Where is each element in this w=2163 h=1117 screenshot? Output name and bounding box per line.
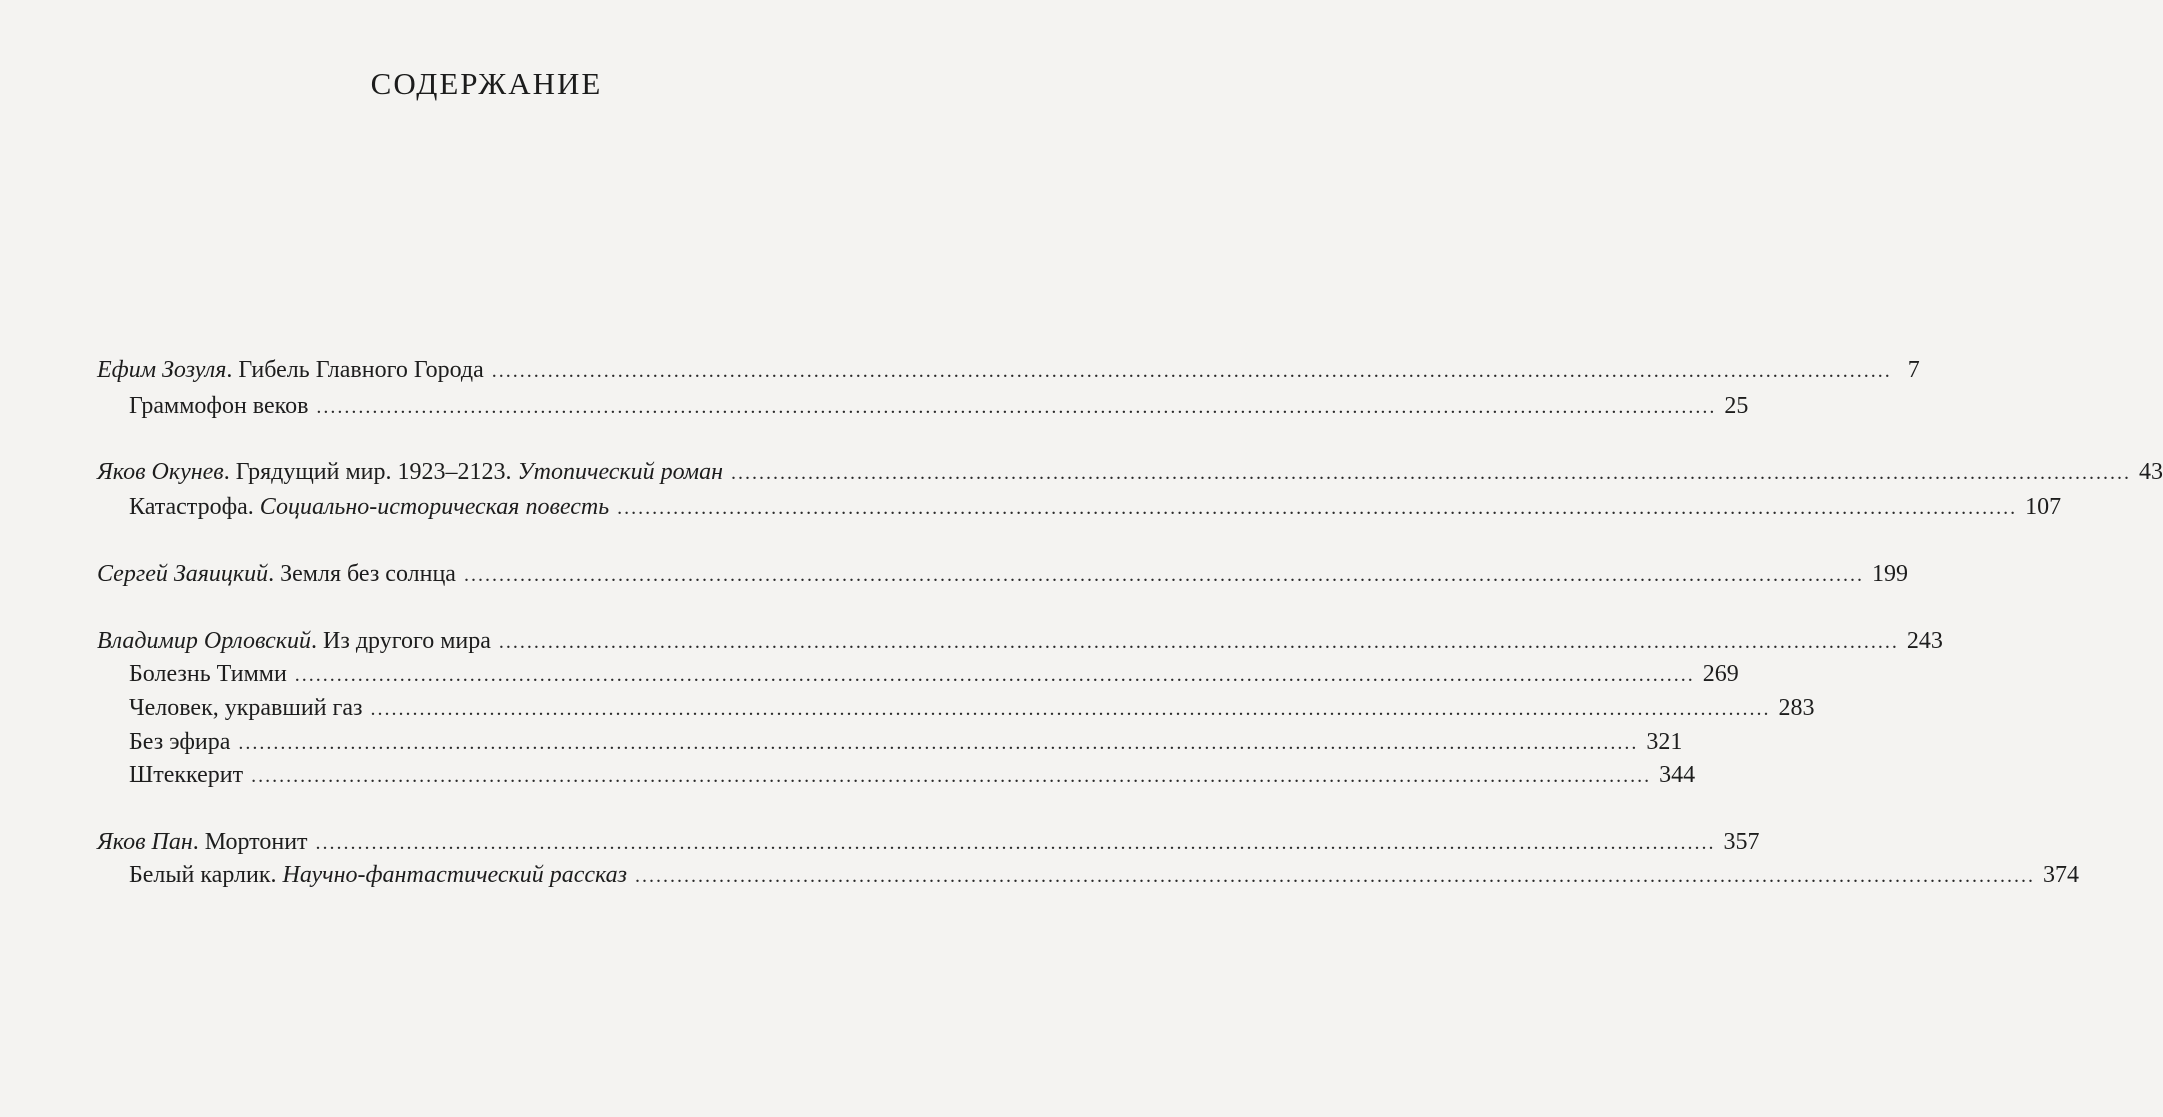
toc-leader: ........................................................................................................................................................................................................ [370, 698, 1771, 720]
toc-leader: ........................................................................................................................................................................................................ [251, 765, 1652, 787]
toc-entry: Сергей Заяицкий. Земля без солнца ........................................................................................................................................................................................................ 199 [97, 558, 885, 590]
toc-page: 7 [1907, 357, 1920, 383]
toc-author: Сергей Заяицкий [97, 561, 269, 587]
toc-entry: Яков Пан. Мортонит ........................................................................................................................................................................................................ 357 [97, 826, 885, 858]
toc-entry [129, 859, 2080, 891]
toc-entry: Яков Окунев. Грядущий мир. 1923–2123. Утопический роман ........................................................................................................................................................................................................ 43 [97, 456, 885, 488]
toc-entry [129, 491, 2062, 523]
toc-page: 344 [1659, 762, 1696, 788]
toc-work: Белый карлик. [129, 862, 283, 888]
toc-author: Ефим Зозуля [97, 357, 227, 383]
toc-page: 107 [2025, 494, 2062, 520]
toc-entry: Владимир Орловский. Из другого мира ........................................................................................................................................................................................................ 243 [97, 625, 885, 657]
toc-page: 43 [2138, 459, 2163, 485]
toc-leader: ........................................................................................................................................................................................................ [315, 832, 1716, 854]
toc-work: Земля без солнца [280, 561, 456, 587]
toc-subtitle: Научно-фантастический рассказ [282, 862, 628, 888]
toc-work: Без эфира [129, 729, 231, 755]
toc-leader: ........................................................................................................................................................................................................ [730, 462, 2131, 484]
toc-leader: ........................................................................................................................................................................................................ [498, 631, 1899, 653]
toc-page: 321 [1646, 729, 1683, 755]
toc-page: 25 [1724, 393, 1749, 419]
toc-work: Грядущий мир. 1923–2123. [235, 459, 518, 485]
toc-entry [129, 658, 1739, 690]
toc-author: Владимир Орловский [97, 628, 312, 654]
toc-author: Яков Пан [97, 829, 193, 855]
toc-work: Граммофон веков [129, 393, 309, 419]
toc-leader: ........................................................................................................................................................................................................ [294, 664, 1695, 686]
toc-leader: ........................................................................................................................................................................................................ [316, 396, 1717, 418]
toc-page: 199 [1871, 561, 1908, 587]
toc-entry: Ефим Зозуля. Гибель Главного Города ........................................................................................................................................................................................................ 7 [97, 354, 885, 386]
toc-leader: ........................................................................................................................................................................................................ [463, 564, 1864, 586]
toc-leader: ........................................................................................................................................................................................................ [238, 732, 1639, 754]
toc-leader: ........................................................................................................................................................................................................ [617, 497, 2018, 519]
toc-entry [129, 692, 1815, 724]
toc-work: Штеккерит [129, 762, 244, 788]
toc-work: Из другого мира [323, 628, 491, 654]
toc-page: 243 [1906, 628, 1943, 654]
toc-work: Гибель Главного Города [238, 357, 484, 383]
toc-page: 357 [1723, 829, 1760, 855]
toc-leader: ........................................................................................................................................................................................................ [635, 865, 2036, 887]
toc-work: Человек, укравший газ [129, 695, 363, 721]
toc-work: Болезнь Тимми [129, 661, 287, 687]
toc-entry [129, 759, 1696, 791]
toc-work: Катастрофа. [129, 494, 260, 520]
toc-work: Мортонит [204, 829, 308, 855]
toc-entry [129, 390, 1749, 422]
toc-page: 269 [1702, 661, 1739, 687]
toc-page: 374 [2043, 862, 2080, 888]
toc-page: 283 [1778, 695, 1815, 721]
toc-leader: ........................................................................................................................................................................................................ [491, 360, 1892, 382]
page-title: СОДЕРЖАНИЕ [370, 66, 603, 101]
toc-entry [129, 726, 1683, 758]
toc-author: Яков Окунев [97, 459, 224, 485]
toc-subtitle: Социально-историческая повесть [259, 494, 610, 520]
toc-subtitle: Утопический роман [517, 459, 723, 485]
